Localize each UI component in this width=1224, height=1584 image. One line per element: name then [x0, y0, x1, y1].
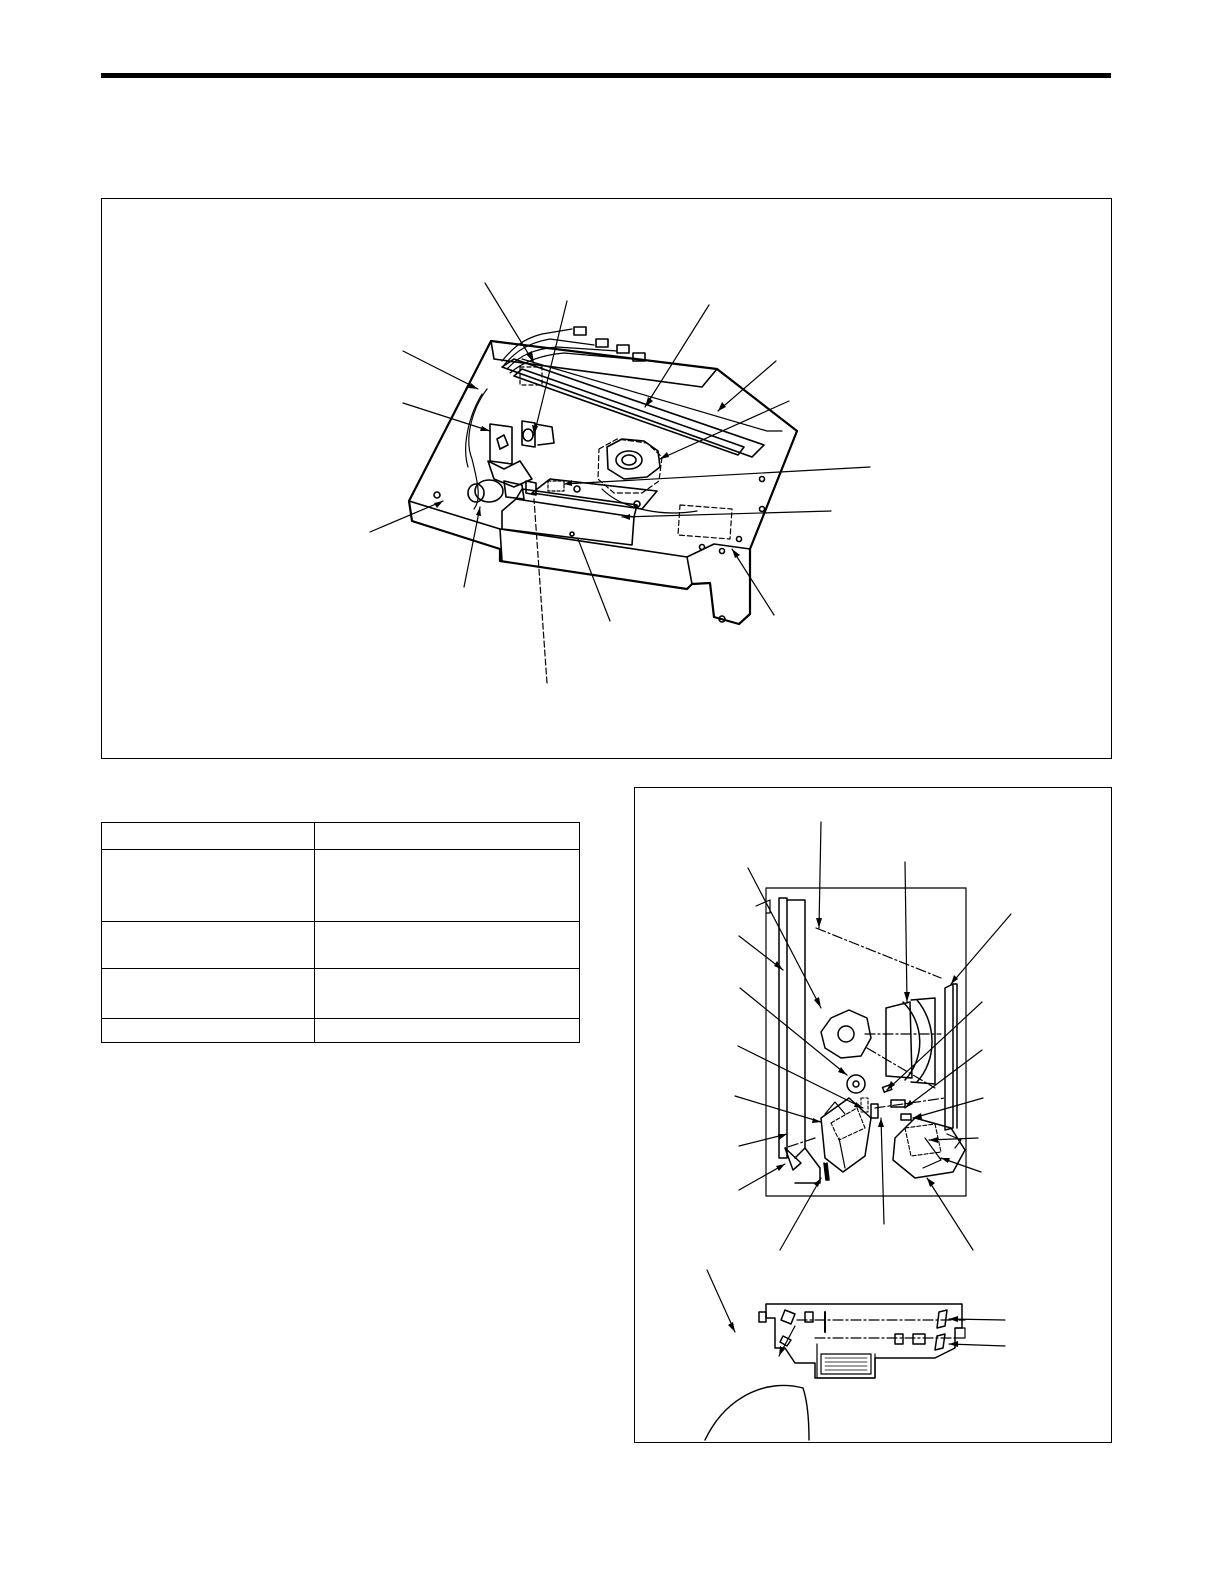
mechanism-unit-figure: [101, 198, 1112, 759]
table-row: [102, 823, 580, 850]
table-cell: [102, 922, 315, 969]
table-cell: [102, 823, 315, 850]
header-rule: [101, 73, 1111, 78]
table-cell: [315, 969, 580, 1019]
table-cell: [102, 1019, 315, 1043]
spec-table: [101, 822, 580, 1043]
table-cell: [315, 850, 580, 922]
mechanism-unit-drawing: [102, 199, 1113, 760]
table-cell: [102, 850, 315, 922]
optical-path-drawing: [635, 788, 1113, 1444]
table-cell: [102, 969, 315, 1019]
table-cell: [315, 823, 580, 850]
table-cell: [315, 922, 580, 969]
table-row: [102, 922, 580, 969]
table-row: [102, 850, 580, 922]
table-row: [102, 1019, 580, 1043]
table-cell: [315, 1019, 580, 1043]
optical-path-figure: [634, 787, 1112, 1443]
table-row: [102, 969, 580, 1019]
